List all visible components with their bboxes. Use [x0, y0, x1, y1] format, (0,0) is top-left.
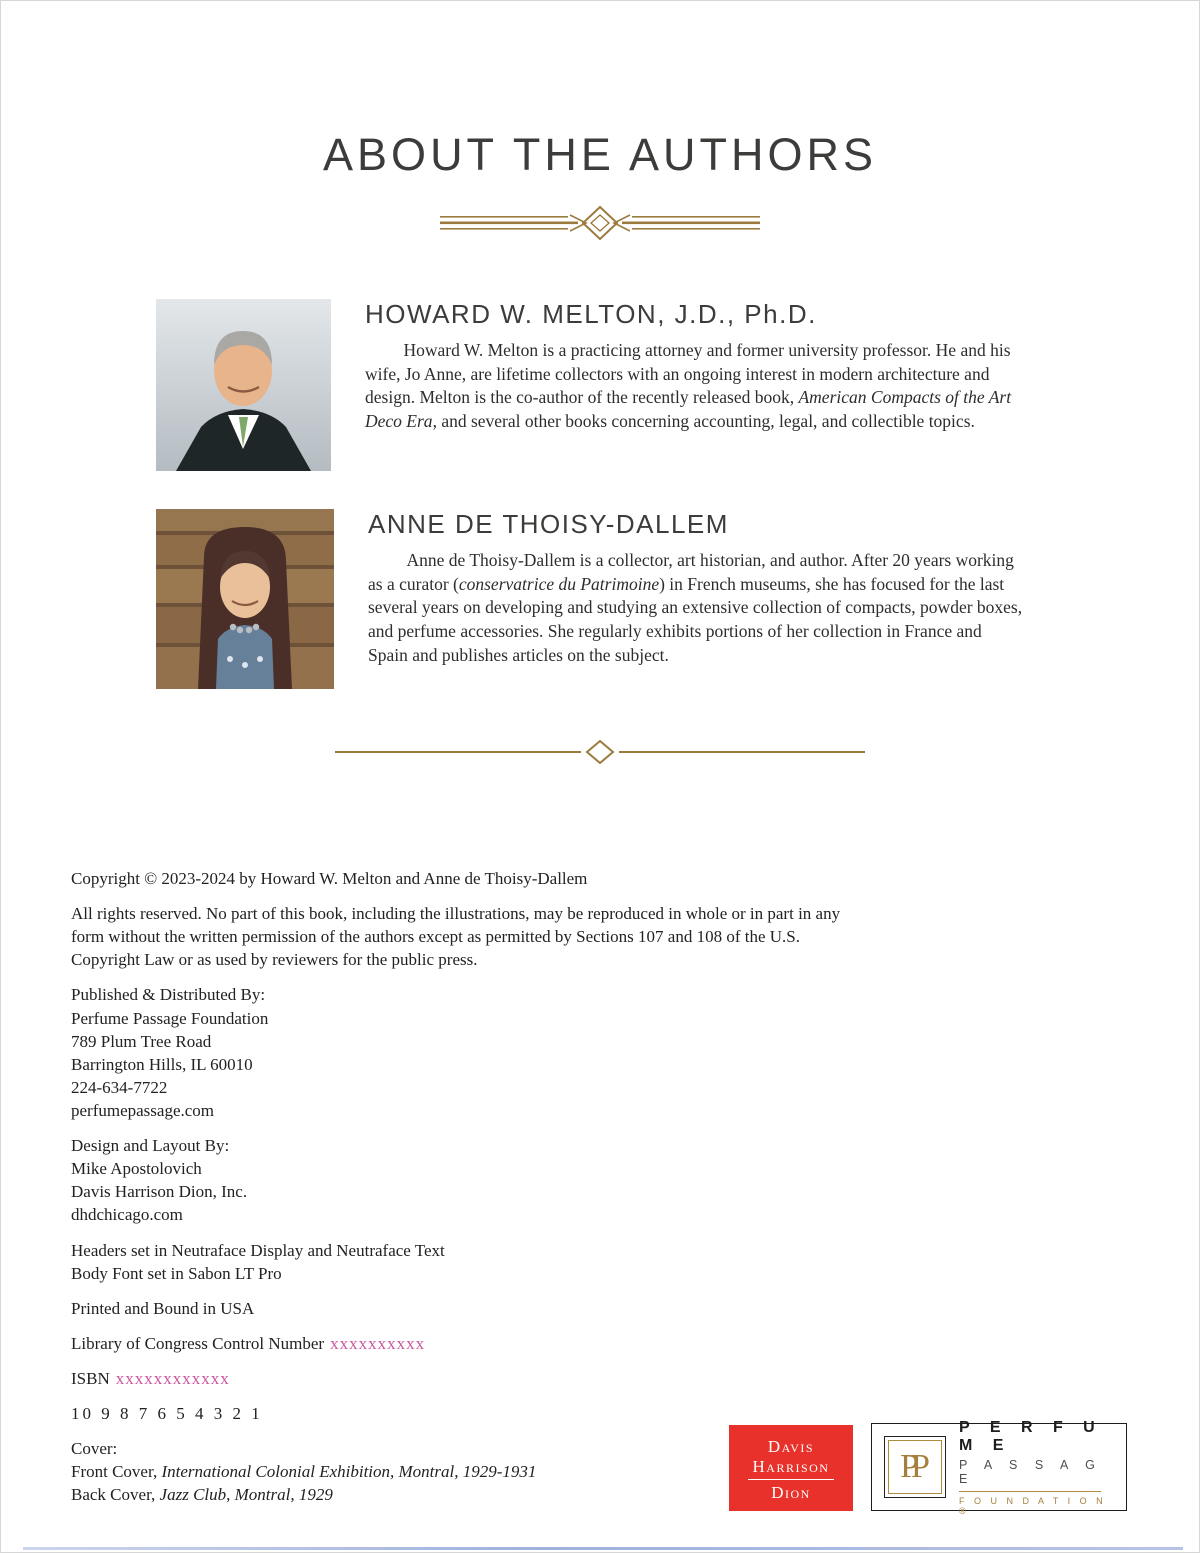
- design-line: Mike Apostolovich: [71, 1159, 202, 1179]
- typeface-line: Headers set in Neutraface Display and Neutraface Text: [71, 1240, 445, 1260]
- davis-harrison-dion-logo: [729, 1425, 853, 1511]
- diamond-rule-divider-icon: [335, 739, 865, 765]
- dhd-logo-line: Davis: [767, 1437, 815, 1456]
- printed-line: Printed and Bound in USA: [71, 1298, 255, 1318]
- printing-numbers-line: 10 9 8 7 6 5 4 3 2 1: [71, 1404, 263, 1424]
- typeface-line: Body Font set in Sabon LT Pro: [71, 1263, 282, 1283]
- pp-wordmark: [959, 1419, 1114, 1516]
- design-line: Design and Layout By:: [71, 1136, 230, 1156]
- pp-monogram-box: [884, 1436, 946, 1498]
- page-title: ABOUT THE AUTHORS: [323, 129, 877, 180]
- art-deco-divider-icon: [440, 201, 760, 245]
- pp-gold-rule: [959, 1491, 1101, 1492]
- anne-de-thoisy-dallem-photo: [156, 509, 334, 689]
- dhd-logo-line: Harrison: [752, 1456, 830, 1476]
- french-term-italic: conservatrice du Patrimoine: [458, 573, 660, 594]
- publisher-line: Perfume Passage Foundation: [71, 1008, 269, 1028]
- back-cover-title-italic: Jazz Club, Montral, 1929: [159, 1485, 333, 1505]
- scan-edge-artifact: [23, 1547, 1183, 1550]
- publisher-phone: 224-634-7722: [71, 1077, 168, 1097]
- author-text-melton: [365, 299, 1020, 471]
- typefaces-block: [71, 1239, 871, 1285]
- author-name-thoisy-dallem: ANNE DE THOISY-DALLEM: [368, 509, 729, 539]
- howard-melton-photo: [156, 299, 331, 471]
- colophon: [71, 867, 871, 1507]
- back-cover-label: Back Cover,: [71, 1485, 156, 1505]
- author-section-thoisy-dallem: [156, 509, 1036, 689]
- publisher-line: Barrington Hills, IL 60010: [71, 1054, 253, 1074]
- author-bio-thoisy-dallem: [368, 549, 1023, 667]
- lccn-placeholder: xxxxxxxxxx: [330, 1333, 426, 1353]
- design-block: [71, 1134, 871, 1226]
- bio-text: Howard W. Melton is a practicing attorney and former university professor. He and his wife, Jo Anne, are lifetime collectors with an ongoing interest in modern architecture and design. Melton is the co-author of the recently released book,: [365, 340, 1011, 408]
- perfume-passage-logo: [871, 1418, 1127, 1516]
- design-line: Davis Harrison Dion, Inc.: [71, 1182, 248, 1202]
- front-cover-title-italic: International Colonial Exhibition, Montral, 1929-1931: [161, 1462, 537, 1482]
- bio-text: Anne de Thoisy-Dallem is a collector, art historian, and author. After 20 years working as a curator (: [368, 550, 1014, 594]
- author-name-melton: HOWARD W. MELTON, J.D., Ph.D.: [365, 299, 817, 329]
- author-section-melton: [156, 299, 1036, 471]
- pp-wordmark-foundation: F O U N D A T I O N ®: [959, 1495, 1107, 1516]
- author-bio-melton: [365, 339, 1020, 434]
- isbn-label: ISBN: [71, 1368, 110, 1388]
- pp-wordmark-passage: P A S S A G E: [959, 1457, 1102, 1486]
- bio-text: ) in French museums, she has focused for the last several years on developing and studying an extensive collection of compacts, powder boxes, and perfume accessories. She regularly exhibits portions of her collection in France and Spain and publishes articles on the subject.: [368, 573, 1023, 665]
- book-title-italic: American Compacts of the Art Deco Era: [365, 387, 1012, 431]
- pp-wordmark-perfume: P E R F U M E: [959, 1418, 1103, 1454]
- rights-paragraph: All rights reserved. No part of this book, including the illustrations, may be reproduced in whole or in part in any form without the written permission of the authors except as permitted by Sections 107 and 108 of the U.S. Copyright Law or as used by reviewers for the public press.: [71, 904, 841, 970]
- publisher-line: 789 Plum Tree Road: [71, 1031, 212, 1051]
- bio-text: , and several other books concerning accounting, legal, and collectible topics.: [432, 410, 975, 431]
- lccn-line: [71, 1332, 871, 1355]
- cover-label: Cover:: [71, 1439, 118, 1459]
- publisher-block: [71, 983, 871, 1122]
- isbn-placeholder: xxxxxxxxxxxx: [115, 1368, 230, 1388]
- copyright-line: Copyright © 2023-2024 by Howard W. Melton and Anne de Thoisy-Dallem: [71, 869, 588, 888]
- publisher-line: Published & Distributed By:: [71, 985, 266, 1005]
- publisher-website: perfumepassage.com: [71, 1100, 215, 1120]
- dhd-logo-line: Dion: [771, 1483, 811, 1503]
- front-cover-label: Front Cover,: [71, 1462, 158, 1482]
- pp-monogram-icon: PP: [888, 1440, 942, 1494]
- lccn-label: Library of Congress Control Number: [71, 1333, 325, 1353]
- dhd-logo-rule: [748, 1479, 834, 1480]
- design-website: dhdchicago.com: [71, 1205, 183, 1225]
- isbn-line: [71, 1367, 871, 1390]
- author-text-thoisy-dallem: [368, 509, 1023, 689]
